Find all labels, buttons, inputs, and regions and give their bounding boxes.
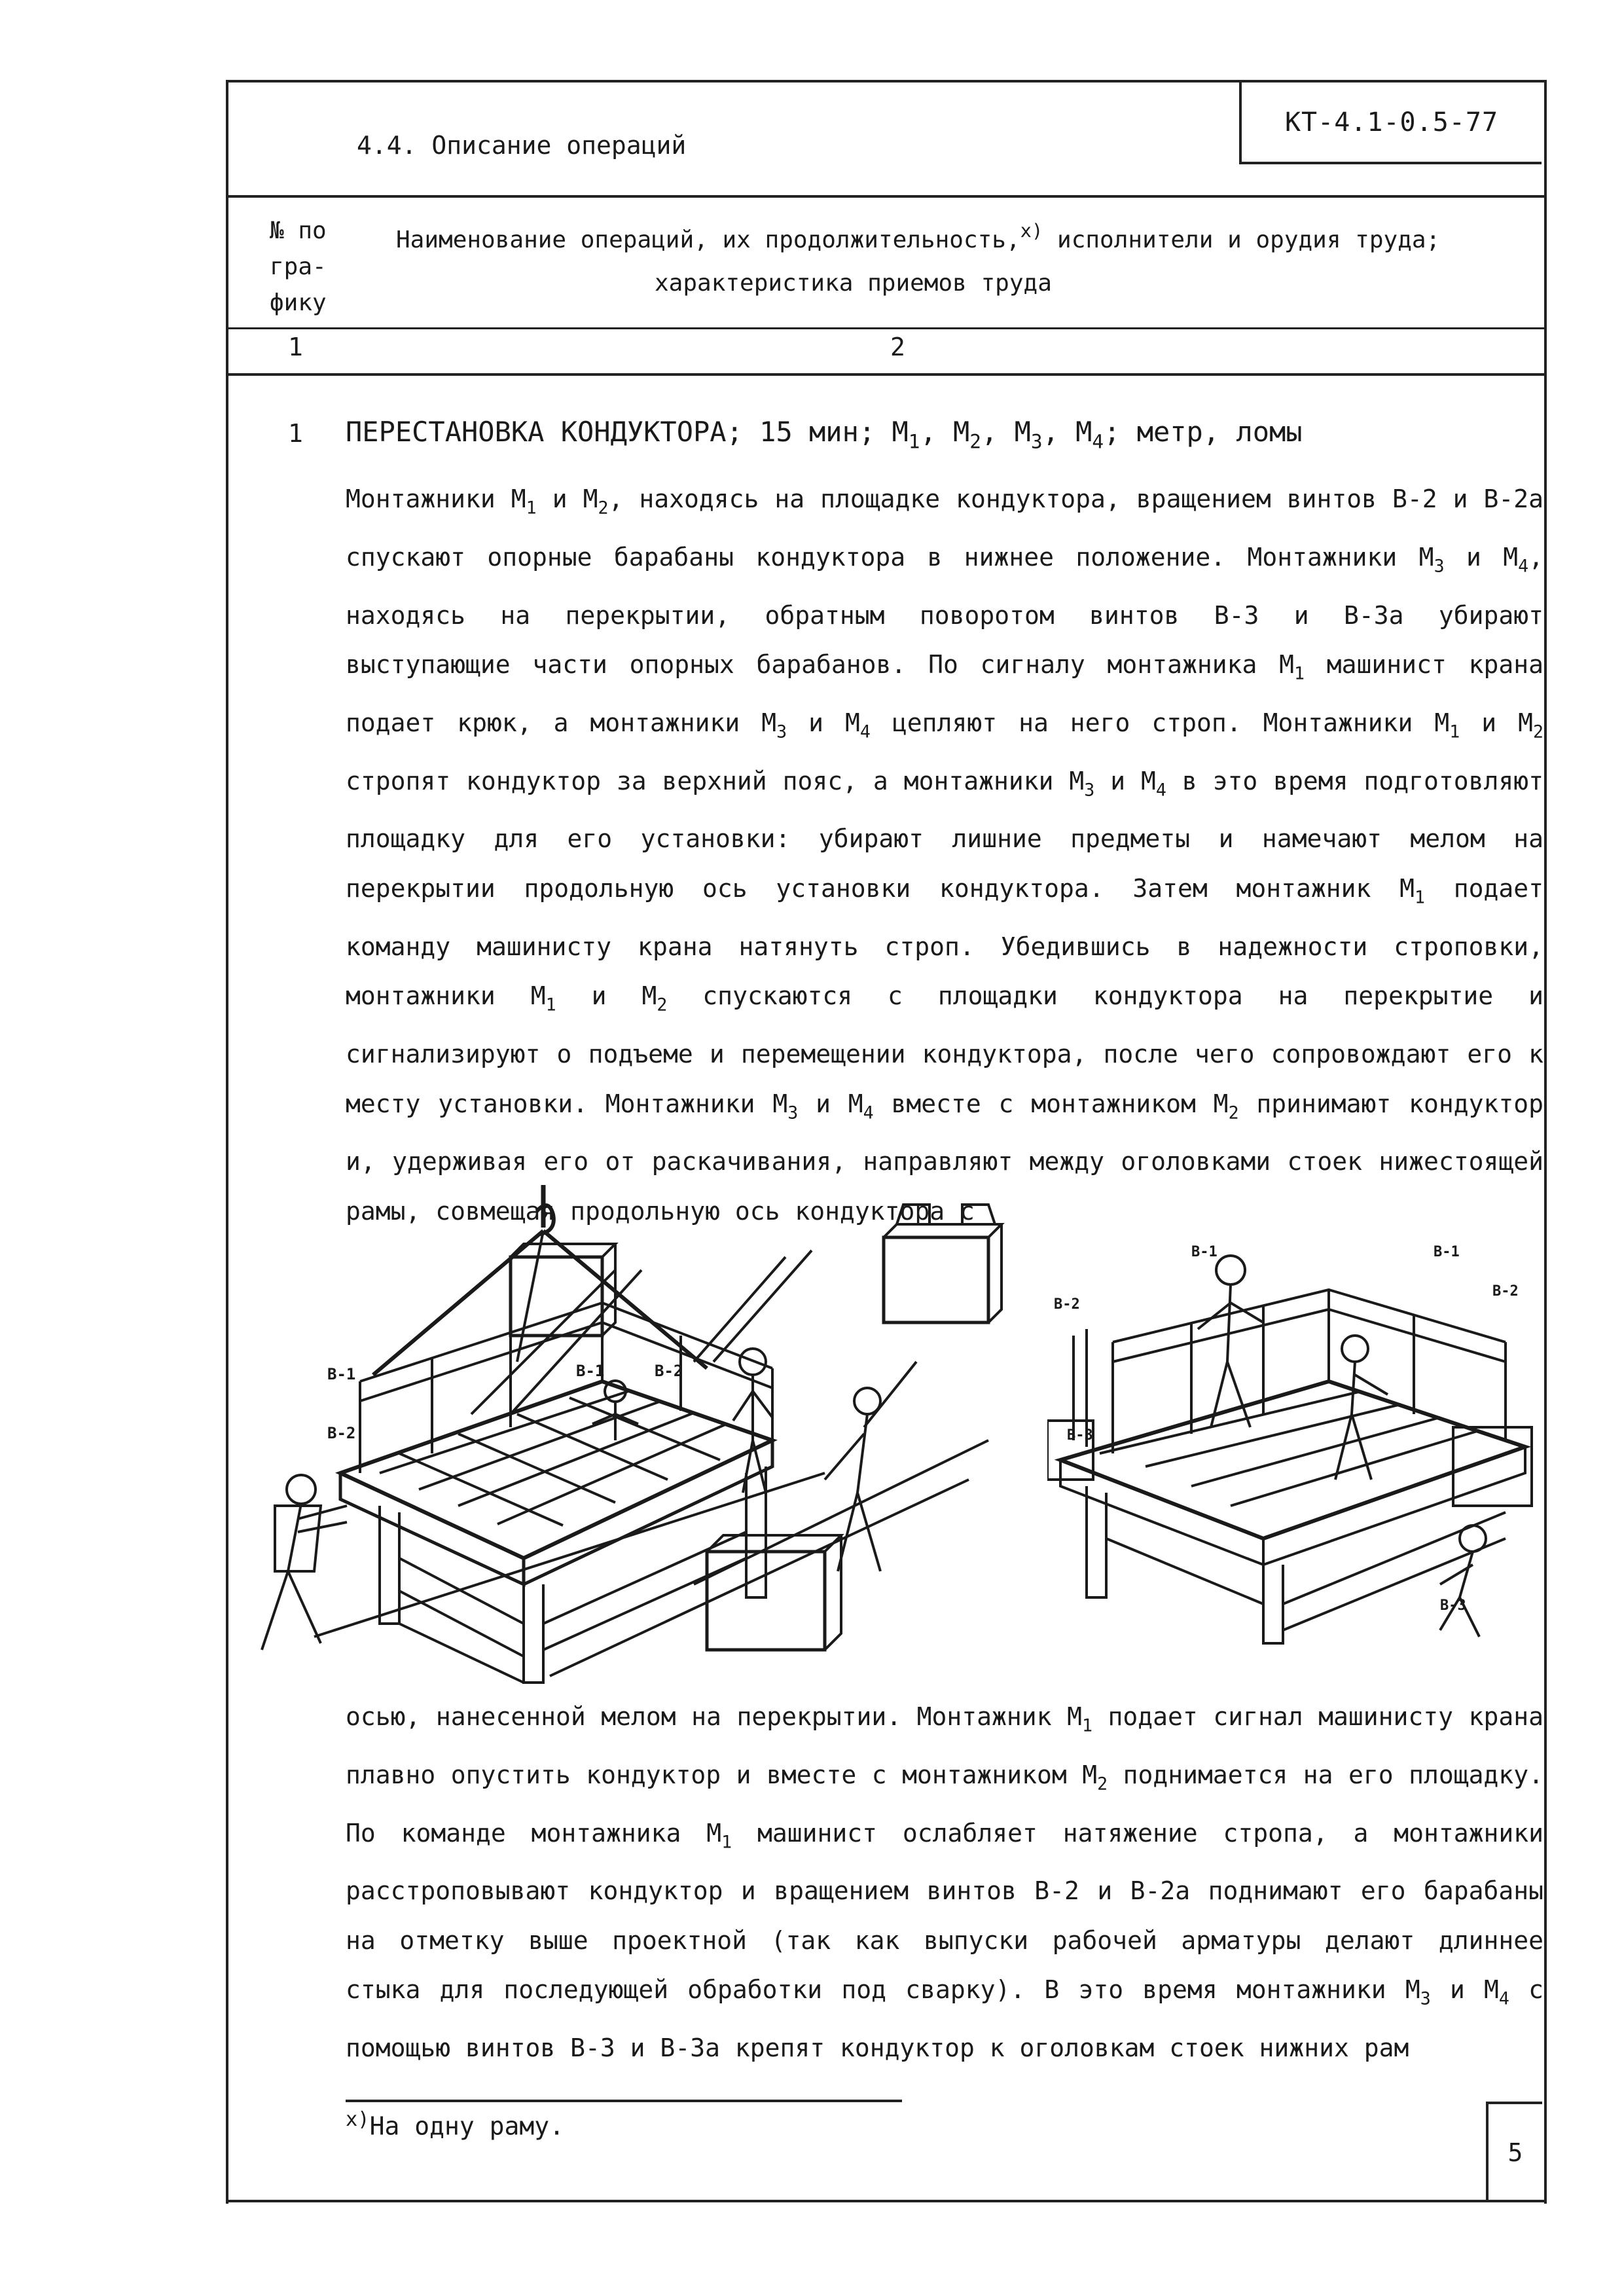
label-b2-right-b: В-2: [1492, 1283, 1519, 1300]
header-rule-bottom: [226, 373, 1544, 376]
operation-description-part1: Монтажники $М_1$ и $М_2$, находясь на площадке кондуктора, вращением винтов В-2 и В-2а спускают опорные барабаны кондуктора в нижнее положение. Монтажники $М_3$ и $М_4$, находясь на перекрытии, обратным поворотом винтов В-3 и В-3а убирают выступающие части опорных барабанов. По сигналу монтажника $М_1$ машинист крана подает крюк, а монтажники $М_3$ и $М_4$ цепляют на него строп. Монтажники $М_1$ и $М_2$ стропят кондуктор за верхний пояс, а монтажники $М_3$ и $М_4$ в это время подготовляют площадку для его установки: убирают лишние предметы и намечают мелом на перекрытии продольную ось установки кондуктора. Затем монтажник $М_1$ подает команду машинисту крана натянуть строп. Убедившись в надежности строповки, монтажники $М_1$ и $М_2$ спускаются с площадки кондуктора на перекрытие и сигнализируют о подъеме и перемещении кондуктора, после чего сопровождают его к месту установки. Монтажники $М_3$ и $М_4$ вместе с монтажником $М_2$ принимают кондуктор и, удерживая его от раскачивания, направляют между оголовками стоек нижестоящей рамы, совмещая продольную ось кондуктора с: [346, 484, 1544, 1226]
label-b1-right-a: В-1: [1191, 1244, 1218, 1260]
column-number-1: 1: [288, 333, 303, 361]
label-b2-right-a: В-2: [1054, 1296, 1080, 1313]
section-title: 4.4. Описание операций: [357, 131, 687, 160]
operation-title: ПЕРЕСТАНОВКА КОНДУКТОРА; 15 мин; $М_1$, $М_2$, $М_3$, $М_4$; метр, ломы: [346, 416, 1303, 453]
page-bottom-rule: [226, 2200, 1544, 2202]
column-number-2: 2: [890, 333, 905, 361]
header-rule-mid: [226, 327, 1544, 329]
footnote-text: На одну раму.: [369, 2111, 565, 2141]
operation-number: 1: [288, 419, 303, 448]
label-b1-center: В-1: [576, 1362, 605, 1380]
label-b2-left: В-2: [327, 1424, 356, 1442]
footnote: [346, 2108, 564, 2141]
document-id: КТ-4.1-0.5-77: [1239, 82, 1542, 164]
illustration-conductor-lifting: [236, 1165, 1041, 1689]
operation-description-part2: осью, нанесенной мелом на перекрытии. Монтажник $М_1$ подает сигнал машинисту крана плавно опустить кондуктор и вместе с монтажником $М_2$ поднимается на его площадку. По команде монтажника $М_1$ машинист ослабляет натяжение стропа, а монтажники расстроповывают кондуктор и вращением винтов В-2 и В-2а поднимают его барабаны на отметку выше проектной (так как выпуски рабочей арматуры делают длиннее стыка для последующей обработки под сварку). В это время монтажники $М_3$ и $М_4$ с помощью винтов В-3 и В-3а крепят кондуктор к оголовкам стоек нижних рам: [346, 1702, 1544, 2063]
label-b1-right-b: В-1: [1434, 1244, 1460, 1260]
header-rule-top: [226, 195, 1544, 198]
footnote-mark: x): [1020, 219, 1043, 242]
label-b1-left: В-1: [327, 1365, 356, 1383]
footnote-rule: [346, 2100, 902, 2102]
column-header-number: № по гра- фику: [270, 217, 327, 316]
illustration-conductor-fixing: [1047, 1231, 1545, 1650]
label-b3-right-b: В-3: [1440, 1597, 1466, 1614]
page-number: 5: [1486, 2102, 1542, 2201]
column-header-description: Наименование операций, их продолжительность,$^{x)}$ исполнители и орудия труда;: [396, 219, 1441, 253]
footnote-marker: x): [346, 2108, 370, 2131]
label-b3-right-a: В-3: [1067, 1427, 1093, 1444]
label-b2-center: В-2: [655, 1362, 683, 1380]
column-header-characteristic: характеристика приемов труда: [655, 270, 1052, 297]
